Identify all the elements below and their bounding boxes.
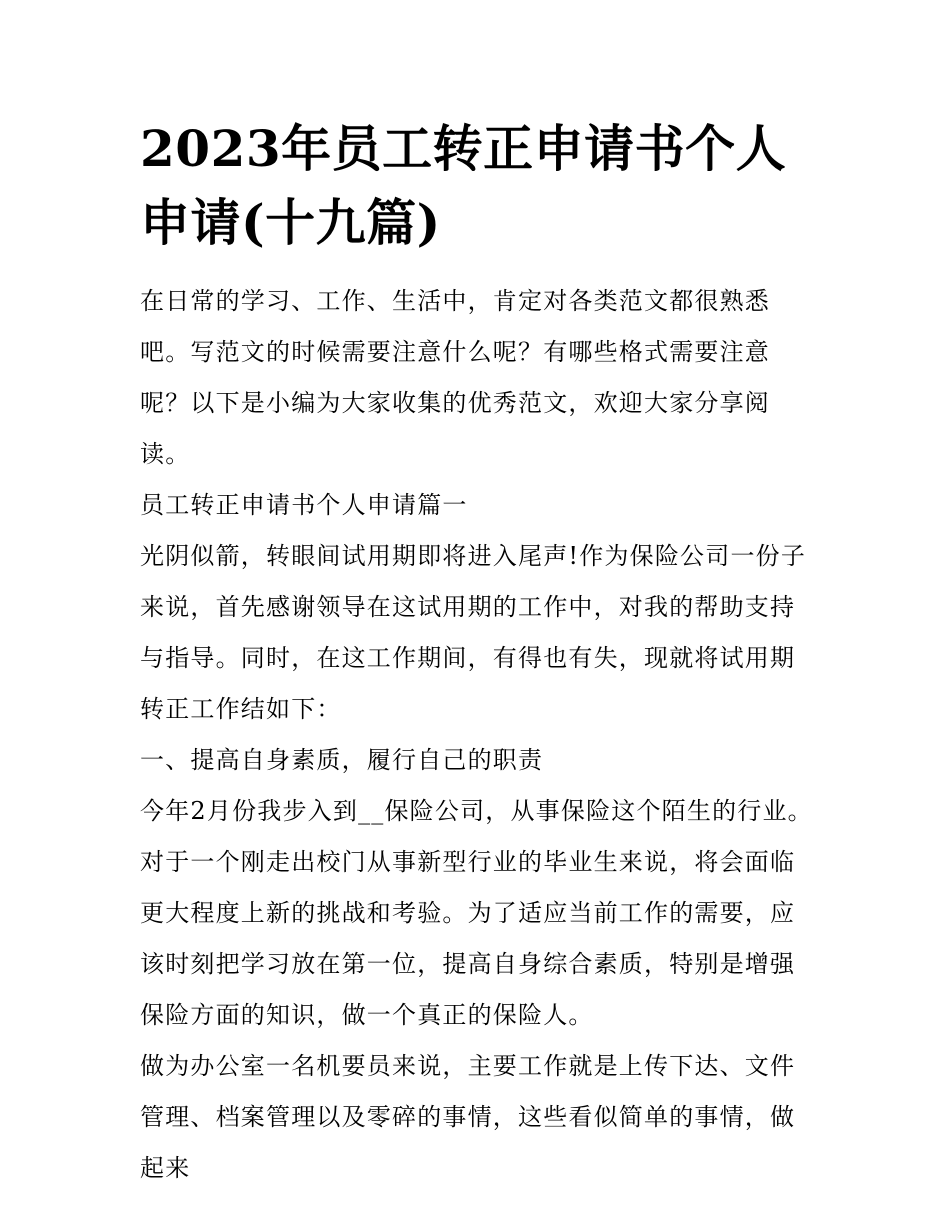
paragraph-body: 今年2月份我步入到__保险公司，从事保险这个陌生的行业。对于一个刚走出校门从事新型行业的毕业生来说，将会面临更大程度上新的挑战和考验。为了适应当前工作的需要，应该时刻把学习放在第一位，提高自身综合素质，特别是增强保险方面的知识，做一个真正的保险人。 (140, 797, 813, 1029)
section-heading: 员工转正申请书个人申请篇一 (140, 491, 468, 519)
document-body (140, 276, 816, 1194)
paragraph-intro: 在日常的学习、工作、生活中，肯定对各类范文都很熟悉吧。写范文的时候需要注意什么呢？有哪些格式需要注意呢？以下是小编为大家收集的优秀范文，欢迎大家分享阅读。 (140, 287, 770, 468)
document-title: 2023年员工转正申请书个人申请(十九篇) (140, 119, 787, 252)
paragraph-opening: 光阴似箭，转眼间试用期即将进入尾声!作为保险公司一份子来说，首先感谢领导在这试用期的工作中，对我的帮助支持与指导。同时，在这工作期间，有得也有失，现就将试用期转正工作结如下： (140, 542, 807, 723)
subsection-heading: 一、提高自身素质，履行自己的职责 (140, 746, 544, 774)
paragraph-body: 做为办公室一名机要员来说，主要工作就是上传下达、文件管理、档案管理以及零碎的事情，这些看似简单的事情，做起来 (140, 1052, 796, 1182)
